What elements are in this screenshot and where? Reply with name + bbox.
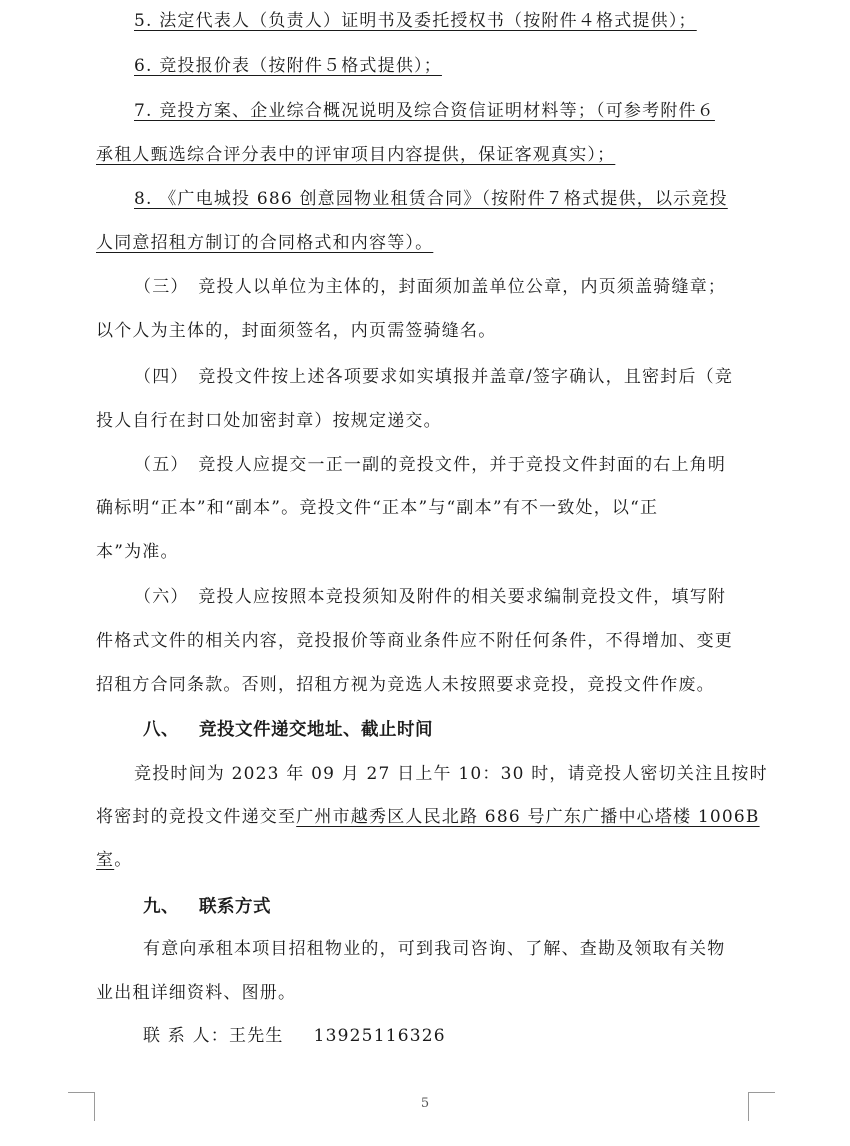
list-item-6 xyxy=(134,55,442,77)
list-item-6-text: 6. 竞投报价表（按附件５格式提供）； xyxy=(134,56,442,76)
paragraph-6-line-2: 件格式文件的相关内容，竞投报价等商业条件应不附任何条件，不得增加、变更 xyxy=(96,631,733,651)
section-8-title: 竞投文件递交地址、截止时间 xyxy=(199,720,433,740)
contact-phone: 13925116326 xyxy=(313,1026,446,1046)
section-8-line-1: 竞投时间为 2023 年 09 月 27 日上午 10：30 时，请竞投人密切关注且按时 xyxy=(134,764,768,784)
paragraph-5-line-3: 本”为准。 xyxy=(96,542,179,562)
section-9-number: 九、 xyxy=(143,897,179,917)
list-item-7-line-1 xyxy=(134,100,715,122)
section-9-line-2: 业出租详细资料、图册。 xyxy=(96,983,297,1003)
list-item-8-text-2: 人同意招租方制订的合同格式和内容等）。 xyxy=(96,233,434,253)
section-8-line-3-suffix: 。 xyxy=(114,850,133,870)
contact-label: 联 系 人：王先生 xyxy=(143,1026,284,1046)
section-9-heading xyxy=(143,893,271,918)
page-number: 5 xyxy=(420,1096,430,1111)
paragraph-4-line-2: 投人自行在封口处加密封章）按规定递交。 xyxy=(96,411,442,431)
paragraph-3-line-2: 以个人为主体的，封面须签名，内页需签骑缝名。 xyxy=(96,321,497,341)
list-item-5 xyxy=(134,10,697,32)
list-item-8-line-1 xyxy=(134,188,728,210)
list-item-5-text: 5. 法定代表人（负责人）证明书及委托授权书（按附件４格式提供）； xyxy=(134,11,697,31)
paragraph-4-line-1: （四） 竞投文件按上述各项要求如实填报并盖章/签字确认，且密封后（竞 xyxy=(134,367,734,387)
paragraph-6-line-1: （六） 竞投人应按照本竞投须知及附件的相关要求编制竞投文件，填写附 xyxy=(134,587,727,607)
contact-line xyxy=(143,1025,446,1047)
section-8-line-2 xyxy=(96,806,760,828)
submission-address-room: 室 xyxy=(96,850,115,870)
section-8-heading xyxy=(143,716,433,741)
section-8-line-3 xyxy=(96,849,132,871)
submission-address: 广州市越秀区人民北路 686 号广东广播中心塔楼 1006B xyxy=(296,807,760,827)
paragraph-5-line-2: 确标明“正本”和“副本”。竞投文件“正本”与“副本”有不一致处，以“正 xyxy=(96,498,659,518)
list-item-7-text-2: 承租人甄选综合评分表中的评审项目内容提供，保证客观真实）； xyxy=(96,145,616,165)
section-9-line-1: 有意向承租本项目招租物业的，可到我司咨询、了解、查勘及领取有关物 xyxy=(143,939,726,959)
section-9-title: 联系方式 xyxy=(199,897,271,917)
section-8-line-2-prefix: 将密封的竞投文件递交至 xyxy=(96,807,297,827)
list-item-7-line-2 xyxy=(96,144,615,166)
list-item-8-text-1: 8. 《广电城投 686 创意园物业租赁合同》（按附件７格式提供，以示竞投 xyxy=(134,189,728,209)
list-item-7-text-1: 7. 竞投方案、企业综合概况说明及综合资信证明材料等；（可参考附件６ xyxy=(134,101,715,121)
paragraph-6-line-3: 招租方合同条款。否则，招租方视为竞选人未按照要求竞投，竞投文件作废。 xyxy=(96,675,715,695)
paragraph-3-line-1: （三） 竞投人以单位为主体的，封面须加盖单位公章，内页须盖骑缝章； xyxy=(134,277,727,297)
paragraph-5-line-1: （五） 竞投人应提交一正一副的竞投文件，并于竞投文件封面的右上角明 xyxy=(134,455,727,475)
list-item-8-line-2 xyxy=(96,232,433,254)
section-8-number: 八、 xyxy=(143,720,179,740)
